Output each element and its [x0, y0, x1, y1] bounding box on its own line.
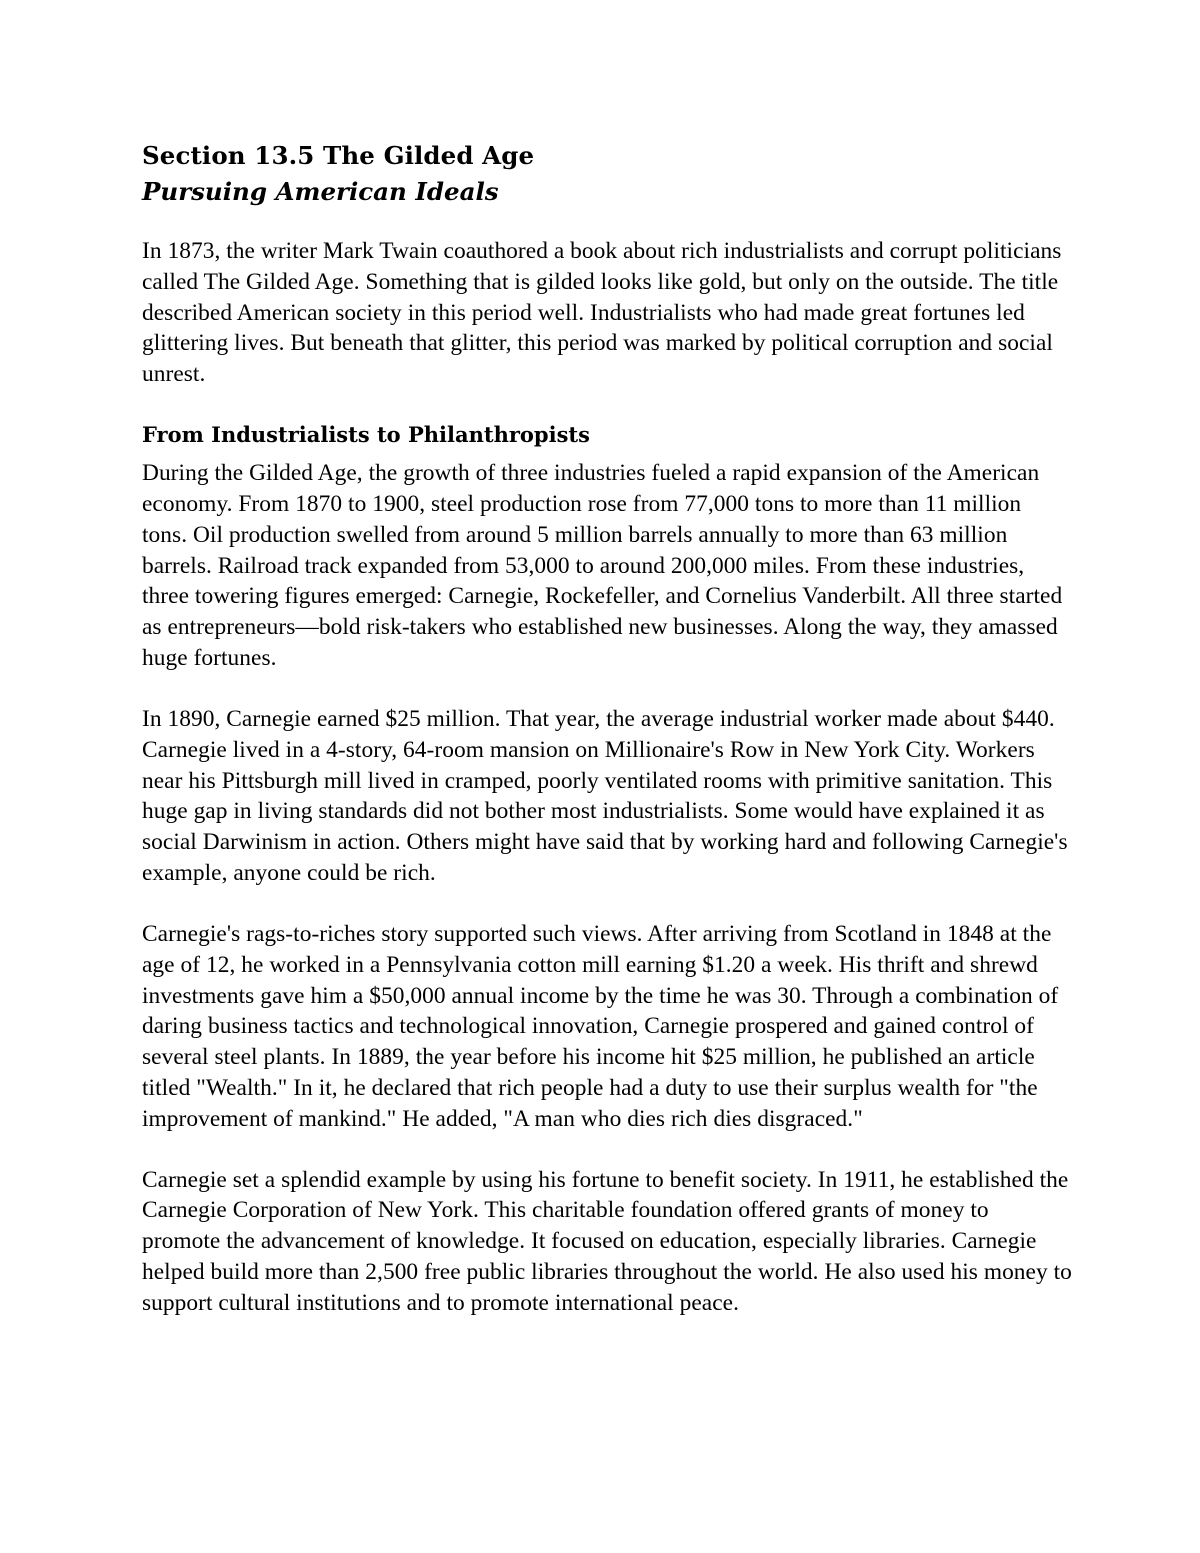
- body-paragraph: Carnegie's rags-to-riches story supported such views. After arriving from Scotland in 1848 at the age of 12, he worked in a Pennsylvania cotton mill earning $1.20 a week. His thrift and shrewd investments gave him a $50,000 annual income by the time he was 30. Through a combination of daring business tactics and technological innovation, Carnegie prospered and gained control of several steel plants. In 1889, the year before his income hit $25 million, he published an article titled "Wealth." In it, he declared that rich people had a duty to use their surplus wealth for "the improvement of mankind." He added, "A man who dies rich dies disgraced.": [142, 920, 1059, 1132]
- section-heading: From Industrialists to Philanthropists: [142, 422, 590, 448]
- body-paragraph: During the Gilded Age, the growth of three industries fueled a rapid expansion of the American economy. From 1870 to 1900, steel production rose from 77,000 tons to more than 11 million tons. Oil production swelled from around 5 million barrels annually to more than 63 million barrels. Railroad track expanded from 53,000 to around 200,000 miles. From these industries, three towering figures emerged: Carnegie, Rockefeller, and Cornelius Vanderbilt. All three started as entrepreneurs—bold risk-takers who established new businesses. Along the way, they amassed huge fortunes.: [142, 460, 1063, 671]
- section-subtitle: Pursuing American Ideals: [142, 177, 499, 206]
- intro-paragraph: In 1873, the writer Mark Twain coauthored a book about rich industrialists and corrupt politicians called The Gilded Age. Something that is gilded looks like gold, but only on the outside. The title described American society in this period well. Industrialists who had made great fortunes led glittering lives. But beneath that glitter, this period was marked by political corruption and social unrest.: [142, 238, 1062, 388]
- document-page: [142, 138, 1072, 1349]
- body-paragraph: Carnegie set a splendid example by using his fortune to benefit society. In 1911, he established the Carnegie Corporation of New York. This charitable foundation offered grants of money to promote the advancement of knowledge. It focused on education, especially libraries. Carnegie helped build more than 2,500 free public libraries throughout the world. He also used his money to support cultural institutions and to promote international peace.: [142, 1166, 1072, 1316]
- body-paragraph: In 1890, Carnegie earned $25 million. That year, the average industrial worker made about $440. Carnegie lived in a 4-story, 64-room mansion on Millionaire's Row in New York City. Workers near his Pittsburgh mill lived in cramped, poorly ventilated rooms with primitive sanitation. This huge gap in living standards did not bother most industrialists. Some would have explained it as social Darwinism in action. Others might have said that by working hard and following Carnegie's example, anyone could be rich.: [142, 705, 1068, 886]
- section-title: Section 13.5 The Gilded Age: [142, 141, 535, 170]
